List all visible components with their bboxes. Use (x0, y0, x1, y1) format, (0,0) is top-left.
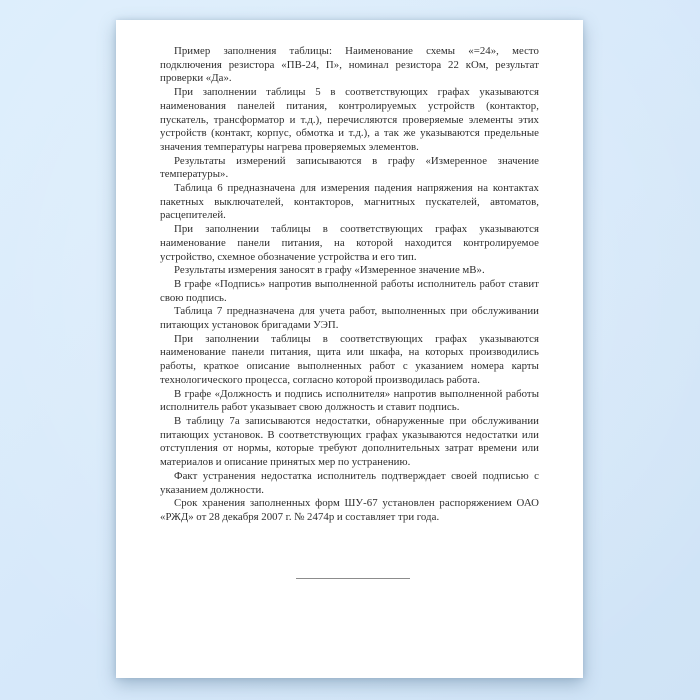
document-text (160, 45, 539, 525)
paragraph: При заполнении таблицы 5 в соответствующих графах указываются наименования панелей питания, контролируемых устройств (контактор, пускатель, трансформатор и т.д.), перечисляются проверяемые элементы этих устройств (контакт, корпус, обмотка и т.д.), а так же указываются предельные значения температуры нагрева проверяемых элементов. (160, 86, 539, 153)
paragraph: Срок хранения заполненных форм ШУ-67 установлен распоряжением ОАО «РЖД» от 28 декабря 2007 г. № 2474р и составляет три года. (160, 497, 539, 523)
paragraph: При заполнении таблицы в соответствующих графах указываются наименование панели питания, щита или шкафа, на которых производились работы, краткое описание выполненных работ с указанием номера карты технологического процесса, согласно которой производилась работа. (160, 332, 539, 386)
footer-rule (296, 578, 410, 579)
paragraph: Факт устранения недостатка исполнитель подтверждает своей подписью с указанием должности. (160, 469, 539, 496)
paragraph: В графе «Подпись» напротив выполненной работы исполнитель работ ставит свою подпись. (160, 277, 539, 304)
document-page (116, 20, 583, 678)
paragraph: Таблица 6 предназначена для измерения падения напряжения на контактах пакетных выключателей, контакторов, магнитных пускателей, автоматов, расцепителей. (160, 182, 539, 222)
paragraph: Таблица 7 предназначена для учета работ, выполненных при обслуживании питающих установок бригадами УЭП. (160, 305, 539, 332)
paragraph: В графе «Должность и подпись исполнителя» напротив выполненной работы исполнитель работ указывает свою должность и ставит подпись. (160, 387, 539, 414)
paragraph: В таблицу 7а записываются недостатки, обнаруженные при обслуживании питающих установок. В соответствующих графах указываются недостатки или отступления от нормы, которые требуют дополнительных затрат времени или материалов и описание принятых мер по устранению. (160, 414, 539, 469)
paragraph: Результаты измерений записываются в графу «Измеренное значение температуры». (160, 154, 539, 181)
paragraph: При заполнении таблицы в соответствующих графах указываются наименование панели питания, на которой находится контролируемое устройство, схемное обозначение устройства и его тип. (160, 223, 539, 263)
paragraph: Пример заполнения таблицы: Наименование схемы «=24», место подключения резистора «ПВ-24, П», номинал резистора 22 кОм, результат проверки «Да». (160, 45, 539, 85)
paragraph: Результаты измерения заносят в графу «Измеренное значение мВ». (174, 264, 485, 277)
